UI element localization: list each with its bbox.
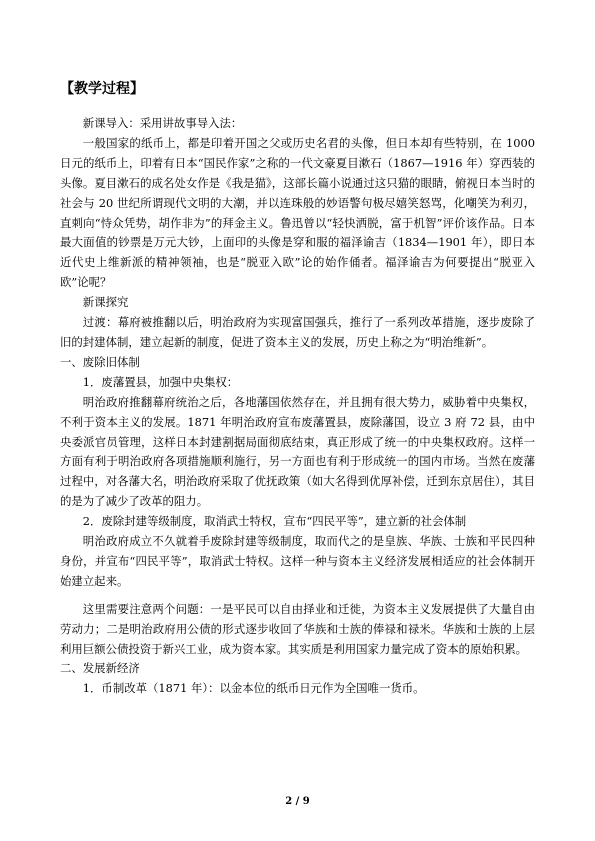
subheading-abolish-hierarchy: 2．废除封建等级制度，取消武士特权，宣布“四民平等”，建立新的社会体制: [82, 514, 467, 529]
section-heading: 【教学过程】: [60, 81, 144, 97]
paragraph-new-lesson: 新课探究: [82, 295, 129, 310]
paragraph-abolish-hierarchy: 明治政府成立不久就着手废除封建等级制度，取而代之的是皇族、华族、士族和平民四种身份，并宣布“四民平等”，取消武士特权。这样一种与资本主义经济发展相适应的社会体制开始建立起来。: [60, 534, 535, 588]
paragraph-transition: 过渡：幕府被推翻以后，明治政府为实现富国强兵，推行了一系列改革措施，逐步废除了旧的封建体制，建立起新的制度，促进了资本主义的发展，历史上称之为“明治维新”。: [60, 315, 535, 349]
section-heading-abolish-old-system: 一、废除旧体制: [60, 354, 140, 369]
paragraph-abolish-domains: 明治政府推翻幕府统治之后，各地藩国依然存在，并且拥有很大势力，威胁着中央集权，不利于资本主义的发展。1871 年明治政府宣布废藩置县，废除藩国，设立 3 府 72 县，由中央委派官员管理，这样日本封建割据局面彻底结束，真正形成了统一的中央集权政府。这样一方面有利于明治政府各项措施顺利施行，另一方面也有利于形成统一的国内市场。当然在废藩过程中，对各藩大名，明治政府采取了优抚政策（如大名得到优厚补偿，迁到东京居住），其目的是为了减少了改革的阻力。: [60, 394, 535, 509]
document-body: [60, 79, 535, 699]
paragraph-two-issues: 这里需要注意两个问题：一是平民可以自由择业和迁徙，为资本主义发展提供了大量自由劳动力；二是明治政府用公债的形式逐步收回了华族和士族的俸禄和禄米。华族和士族的上层利用巨额公债投资于新兴工业，成为资本家。其实质是利用国家力量完成了资本的原始积累。: [60, 601, 535, 656]
subheading-abolish-domains: 1．废藩置县，加强中央集权：: [82, 374, 239, 389]
page-number: 2 / 9: [285, 796, 310, 807]
paragraph-story: 一般国家的纸币上，都是印着开国之父或历史名君的头像，但日本却有些特别，在 1000 日元的纸币上，印着有日本“国民作家”之称的一代文豪夏目漱石（1867—1916 年）穿西装的头像。夏目漱石的成名处女作是《我是猫》，这部长篇小说通过这只猫的眼睛，俯视日本当时的社会与 20 世纪所谓现代文明的大潮，并以连珠般的妙语警句极尽嬉笑怒骂，化嘲笑为利刃，直刺向“恃众凭势，胡作非为”的拜金主义。鲁迅曾以“轻快洒脱，富于机智”评价该作品。日本最大面值的钞票是万元大钞，上面印的头像是穿和服的福泽谕吉（1834—1901 年），即日本近代史上维新派的精神领袖，也是“脱亚入欧”论的始作俑者。福泽谕吉为何要提出“脱亚入欧”论呢？: [60, 135, 535, 290]
paragraph-intro-method: 新课导入：采用讲故事导入法：: [82, 116, 243, 130]
subheading-currency-reform: 1．币制改革（1871 年）：以金本位的纸币日元作为全国唯一货币。: [82, 681, 425, 696]
section-heading-new-economy: 二、发展新经济: [60, 661, 140, 676]
